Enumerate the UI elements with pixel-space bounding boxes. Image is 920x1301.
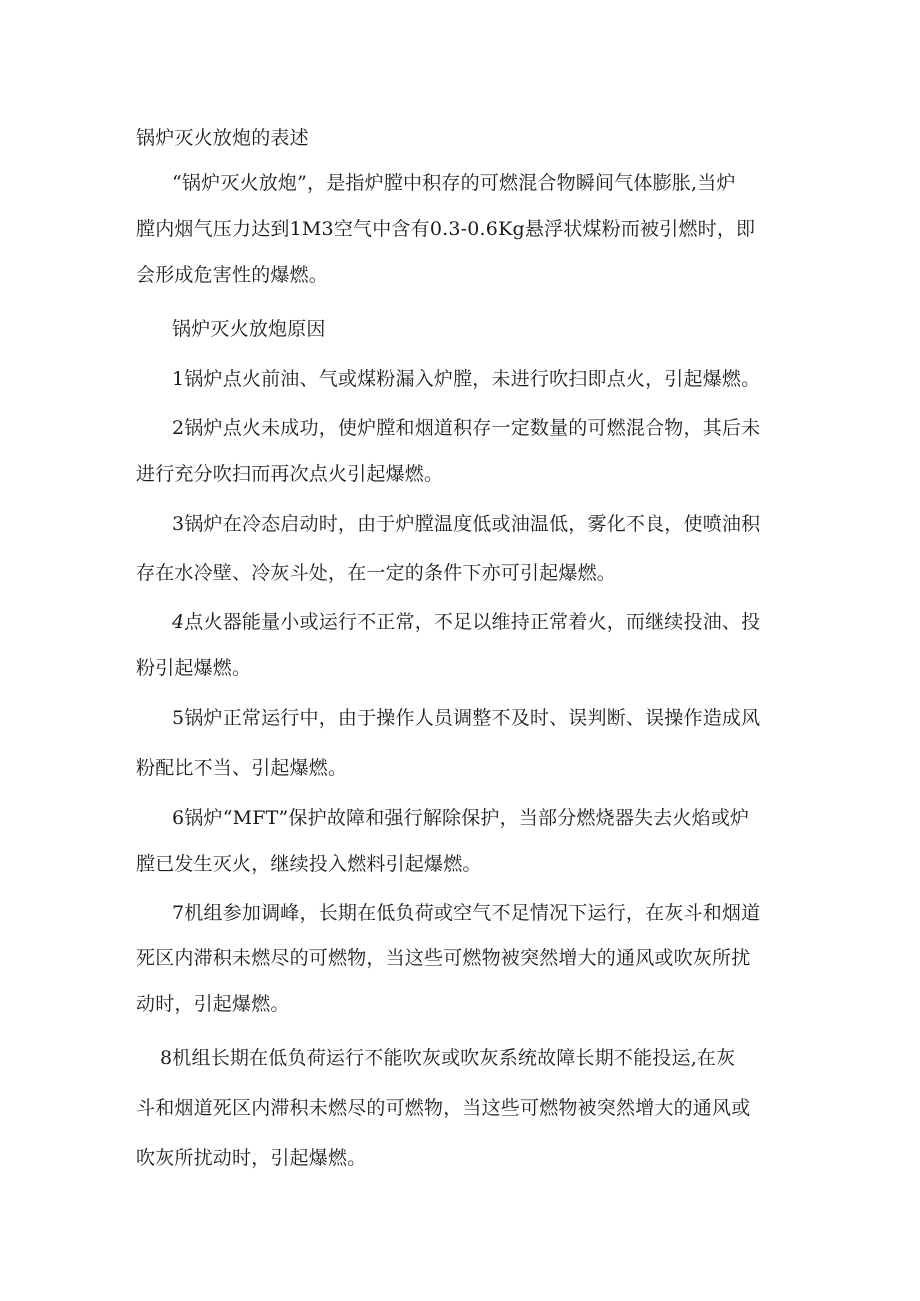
cause-3-line-2: 存在水冷壁、冷灰斗处，在一定的条件下亦可引起爆燃。 [136,562,617,584]
cause-4-number: 4 [172,611,185,633]
cause-7-line-1: 7机组参加调峰，长期在低负荷或空气不足情况下运行，在灰斗和烟道 [172,902,761,924]
cause-6-line-2: 膛已发生灭火，继续投入燃料引起爆燃。 [136,853,482,875]
cause-8-line-1: 8机组长期在低负荷运行不能吹灰或吹灰系统故障长期不能投运,在灰 [160,1047,736,1069]
cause-1-line-1: 1锅炉点火前油、气或煤粉漏入炉膛，未进行吹扫即点火，引起爆燃。 [172,368,761,390]
cause-4-line-2: 粉引起爆燃。 [136,657,252,679]
cause-4-line-1 [172,610,760,634]
cause-6-line-1: 6锅炉“MFT”保护故障和强行解除保护，当部分燃烧器失去火焰或炉 [172,807,750,829]
cause-4-text: 点火器能量小或运行不正常，不足以维持正常着火，而继续投油、投 [184,611,761,633]
definition-line-1: “锅炉灭火放炮”，是指炉膛中积存的可燃混合物瞬间气体膨胀,当炉 [172,172,736,194]
definition-line-3: 会形成危害性的爆燃。 [136,264,329,286]
cause-3-line-1: 3锅炉在冷态启动时，由于炉膛温度低或油温低，雾化不良，使喷油积 [172,513,761,535]
definition-line-2: 膛内烟气压力达到1M3空气中含有0.3-0.6Kg悬浮状煤粉而被引燃时，即 [136,218,756,240]
cause-5-line-2: 粉配比不当、引起爆燃。 [136,757,348,779]
cause-8-line-2: 斗和烟道死区内滞积未燃尽的可燃物，当这些可燃物被突然增大的通风或 [136,1097,751,1119]
cause-5-line-1: 5锅炉正常运行中，由于操作人员调整不及时、误判断、误操作造成风 [172,707,761,729]
cause-2-line-1: 2锅炉点火未成功，使炉膛和烟道积存一定数量的可燃混合物，其后未 [172,417,761,439]
cause-7-line-2: 死区内滞积未燃尽的可燃物，当这些可燃物被突然增大的通风或吹灰所扰 [136,947,751,969]
document-title: 锅炉灭火放炮的表述 [136,127,309,149]
cause-8-line-3: 吹灰所扰动时，引起爆燃。 [136,1147,367,1169]
causes-heading: 锅炉灭火放炮原因 [172,318,326,340]
cause-7-line-3: 动时，引起爆燃。 [136,993,290,1015]
cause-2-line-2: 进行充分吹扫而再次点火引起爆燃。 [136,463,444,485]
